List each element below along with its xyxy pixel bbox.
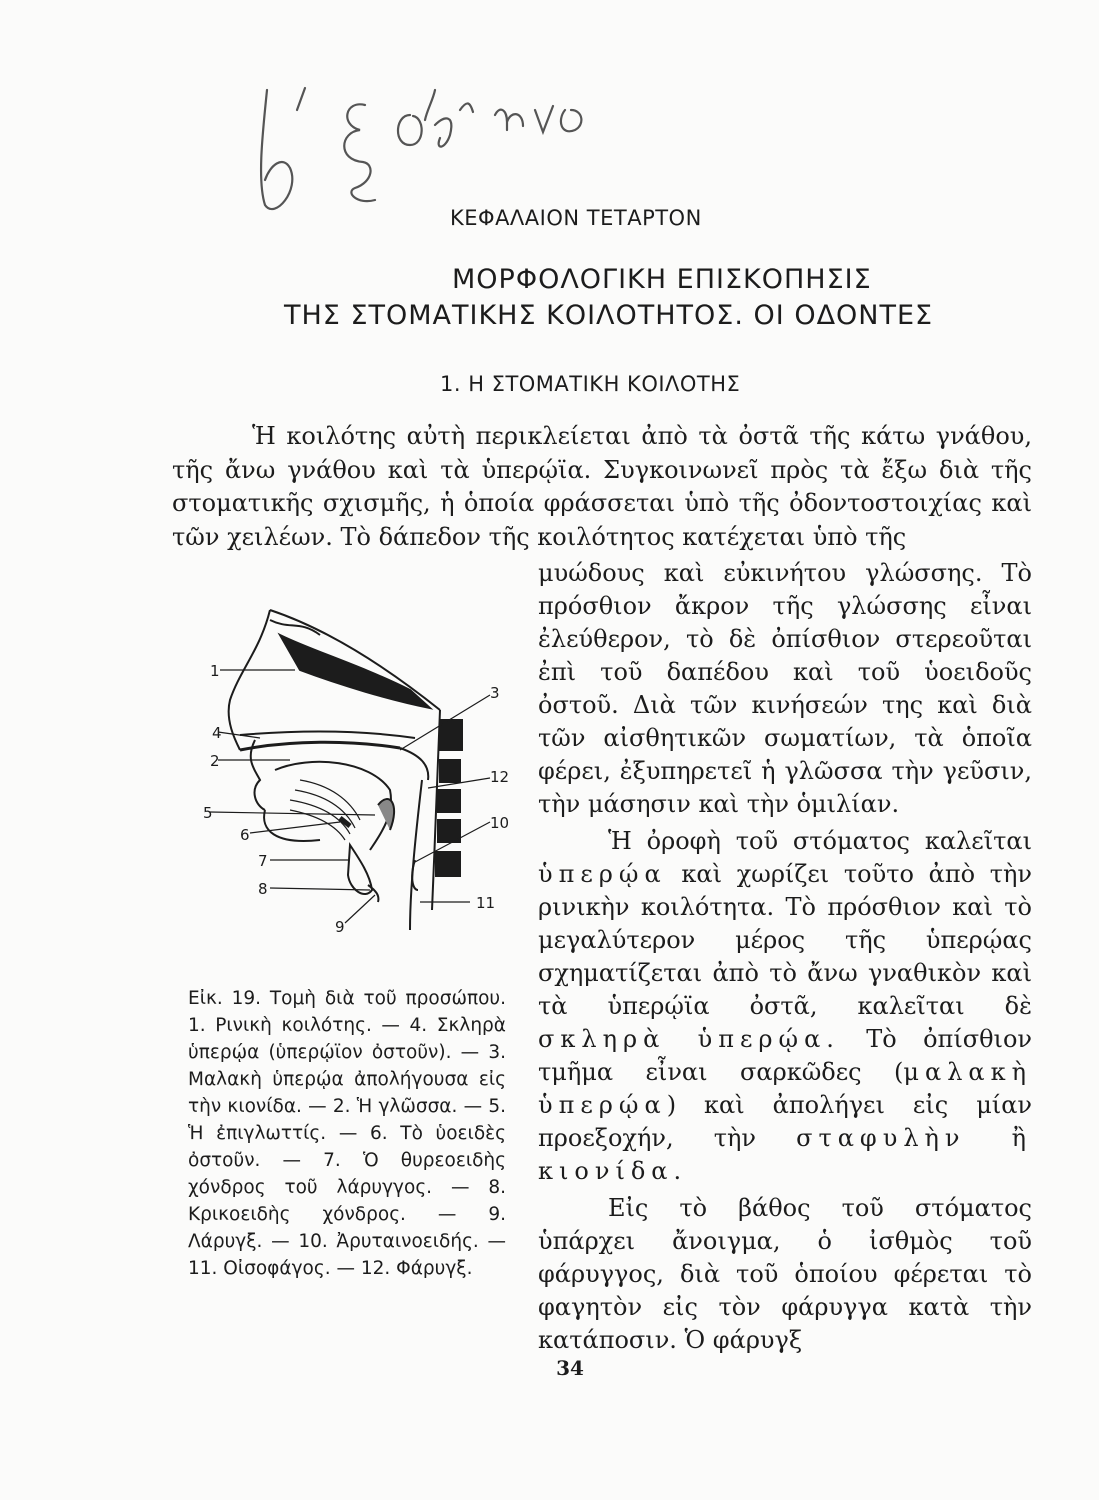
term-uvula: σταφυλὴν ἢ κιονίδα. bbox=[538, 1124, 1032, 1185]
term-palate: ὑπερῴα bbox=[538, 860, 667, 888]
right-column bbox=[538, 557, 1032, 1357]
term-hard-palate: σκληρὰ ὑπερῴα. bbox=[538, 1025, 840, 1053]
figure-label: 11 bbox=[476, 894, 496, 912]
figure-caption: Εἰκ. 19. Τομὴ διὰ τοῦ προσώπου. 1. Ρινικὴ κοιλότης. — 4. Σκληρὰ ὑπερῴα (ὑπερῴϊον ὀστοῦν). — 3. Μαλακὴ ὑπερῴα ἀπολήγουσα εἰς τὴν κιονίδα. — 2. Ἡ γλῶσσα. — 5. Ἡ ἐπιγλωττίς. — 6. Τὸ ὑοειδὲς ὀστοῦν. — 7. Ὁ θυρεοειδὴς χόνδρος τοῦ λάρυγγος. — 8. Κρικοειδὴς χόνδρος. — 9. Λάρυγξ. — 10. Ἀρυταινοειδής. — 11. Οἰσοφάγος. — 12. Φάρυγξ. bbox=[188, 988, 506, 1279]
paragraph-tongue: μυώδους καὶ εὐκινήτου γλώσσης. Τὸ πρόσθιον ἄκρον τῆς γλώσσης εἶναι ἐλεύθερον, τὸ δὲ ὀπίσθιον στερεοῦται ἐπὶ τοῦ δαπέδου καὶ τοῦ ὑοειδοῦς ὀστοῦ. Διὰ τῶν κινήσεών της καὶ διὰ τῶν αἰσθητικῶν σωματίων, τὰ ὁποῖα φέρει, ἐξυπηρετεῖ ἡ γλῶσσα τὴν γεῦσιν, τὴν μάσησιν καὶ τὴν ὁμιλίαν. bbox=[538, 559, 1032, 818]
text-span: Τὸ ὀπίσθιον τμῆμα εἶναι σαρκῶδες ( bbox=[538, 1025, 1033, 1086]
figure-label: 4 bbox=[212, 724, 222, 742]
text-span: ) καὶ ἀπολήγει εἰς μίαν προεξοχήν, τὴν bbox=[538, 1091, 1032, 1152]
text-span: καὶ χωρίζει τοῦτο ἀπὸ τὴν ρινικὴν κοιλότητα. Τὸ πρόσθιον καὶ τὸ μεγαλύτερον μέρος τῆς ὑπερῴας σχηματίζεται ἀπὸ τὸ ἄνω γναθικὸν καὶ τὰ ὑπερῴϊα ὀστᾶ, καλεῖται δὲ bbox=[538, 860, 1032, 1020]
figure-label: 12 bbox=[490, 768, 510, 786]
figure-label: 2 bbox=[210, 752, 220, 770]
title-line-1: ΜΟΡΦΟΛΟΓΙΚΗ ΕΠΙΣΚΟΠΗΣΙΣ bbox=[452, 264, 872, 295]
anatomy-figure bbox=[200, 590, 520, 950]
figure-label: 6 bbox=[240, 826, 250, 844]
figure-label: 10 bbox=[490, 814, 510, 832]
paragraph-pharynx: Εἰς τὸ βάθος τοῦ στόματος ὑπάρχει ἄνοιγμα, ὁ ἰσθμὸς τοῦ φάρυγγος, διὰ τοῦ ὁποίου φέρεται τὸ φαγητὸν εἰς τὸν φάρυγγα κατὰ τὴν κατάποσιν. Ὁ φάρυγξ bbox=[538, 1194, 1032, 1354]
page-number: 34 bbox=[556, 1356, 584, 1380]
figure-label: 5 bbox=[203, 804, 213, 822]
term-soft-palate: μαλακὴ ὑπερῴα bbox=[538, 1058, 1032, 1119]
figure-label: 9 bbox=[335, 918, 345, 936]
chapter-heading: ΚΕΦΑΛΑΙΟΝ ΤΕΤΑΡΤΟΝ bbox=[450, 206, 702, 230]
handwritten-note bbox=[245, 70, 625, 220]
section-heading: 1. Η ΣΤΟΜΑΤΙΚΗ ΚΟΙΛΟΤΗΣ bbox=[440, 372, 741, 396]
figure-label: 1 bbox=[210, 662, 220, 680]
paragraph-intro: Ἡ κοιλότης αὐτὴ περικλείεται ἀπὸ τὰ ὀστᾶ τῆς κάτω γνάθου, τῆς ἄνω γνάθου καὶ τὰ ὑπερῴϊα. Συγκοινωνεῖ πρὸς τὰ ἔξω διὰ τῆς στοματικῆς σχισμῆς, ἡ ὁποία φράσσεται ὑπὸ τῆς ὀδοντοστοιχίας καὶ τῶν χειλέων. Τὸ δάπεδον τῆς κοιλότητος κατέχεται ὑπὸ τῆς bbox=[172, 422, 1032, 551]
paragraph-palate bbox=[538, 825, 1032, 1188]
figure-label: 7 bbox=[258, 852, 268, 870]
text-span: Ἡ ὀροφὴ τοῦ στόματος καλεῖται bbox=[608, 827, 1032, 855]
figure-label: 8 bbox=[258, 880, 268, 898]
title-line-2: ΤΗΣ ΣΤΟΜΑΤΙΚΗΣ ΚΟΙΛΟΤΗΤΟΣ. ΟΙ ΟΔΟΝΤΕΣ bbox=[284, 300, 934, 331]
figure-label: 3 bbox=[490, 684, 500, 702]
page-title bbox=[270, 262, 970, 334]
